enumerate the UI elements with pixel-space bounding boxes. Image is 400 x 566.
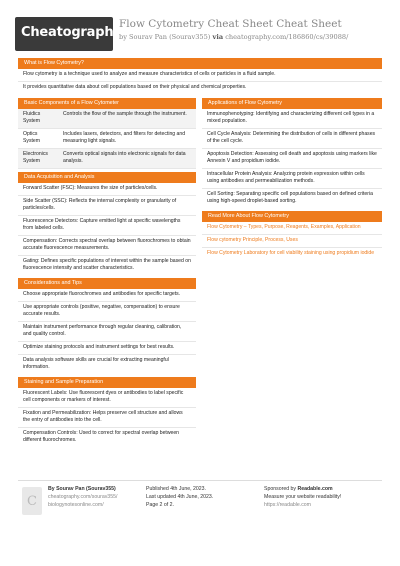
cheatography-logo[interactable] bbox=[15, 17, 122, 51]
list-item: Fixation and Permeabilization: Helps preserve cell structure and allows the entry of antibodies into the cell. bbox=[18, 408, 196, 428]
badge-letter: C bbox=[27, 494, 37, 509]
component-description: Includes lasers, detectors, and filters for detecting and measuring light signals. bbox=[58, 129, 196, 149]
section-heading: Applications of Flow Cytometry bbox=[202, 98, 382, 109]
footer-published: Published 4th June, 2023. bbox=[146, 486, 206, 492]
footer-page: Page 2 of 2. bbox=[146, 502, 174, 508]
left-column bbox=[18, 98, 196, 447]
intro-paragraph: It provides quantitative data about cell populations based on their physical and chemical properties. bbox=[23, 84, 247, 90]
section-applications bbox=[202, 98, 382, 208]
right-column bbox=[202, 98, 382, 260]
section-heading: Data Acquisition and Analysis bbox=[18, 172, 196, 183]
section-data-acquisition bbox=[18, 172, 196, 275]
list-item: Cell Sorting: Separating specific cell populations based on defined criteria using high-speed droplet-based sorting. bbox=[207, 191, 373, 204]
list-item: Side Scatter (SSC): Reflects the internal complexity or granularity of particles/cells. bbox=[18, 196, 196, 216]
read-more-link[interactable]: Flow Cytometry Laboratory for cell viability staining using propidium iodide bbox=[207, 250, 375, 256]
list-item: Use appropriate controls (positive, negative, compensation) to ensure accurate results. bbox=[18, 302, 196, 322]
footer-dates bbox=[146, 485, 213, 509]
byline-author[interactable]: by Sourav Pan (Sourav355) bbox=[119, 33, 211, 41]
sponsor-name[interactable]: Readable.com bbox=[297, 486, 333, 492]
section-heading: What is Flow Cytometry? bbox=[18, 58, 382, 69]
list-item: Optimize staining protocols and instrument settings for best results. bbox=[18, 342, 196, 355]
list-item: Intracellular Protein Analysis: Analyzing protein expression within cells using antibodies and permeabilization methods. bbox=[202, 169, 382, 189]
list-item: Cell Cycle Analysis: Determining the distribution of cells in different phases of the cell cycle. bbox=[202, 129, 382, 149]
author-badge bbox=[22, 487, 42, 515]
component-name: Optics System bbox=[18, 129, 58, 149]
section-basic-components bbox=[18, 98, 196, 169]
list-item: Immunophenotyping: Identifying and characterizing different cell types in a mixed population. bbox=[202, 109, 382, 129]
byline bbox=[119, 33, 348, 41]
list-item: Fluorescent Labels: Use fluorescent dyes or antibodies to label specific cell components or markers of interest. bbox=[18, 388, 196, 408]
intro-paragraph: Flow cytometry is a technique used to analyze and measure characteristics of cells or particles in a fluid sample. bbox=[18, 69, 382, 82]
component-description: Controls the flow of the sample through the instrument. bbox=[58, 109, 196, 129]
footer-author: By Sourav Pan (Sourav355) bbox=[48, 486, 116, 492]
table-row bbox=[18, 109, 196, 129]
section-heading: Basic Components of a Flow Cytometer bbox=[18, 98, 196, 109]
components-table bbox=[18, 109, 196, 169]
page-title: Flow Cytometry Cheat Sheet Cheat Sheet bbox=[119, 18, 342, 30]
footer-author-info bbox=[48, 485, 117, 509]
read-more-link[interactable]: Flow Cytometry – Types, Purpose, Reagents, Examples, Application bbox=[202, 222, 382, 235]
footer-author-site[interactable]: biologynotesonline.com/ bbox=[48, 502, 104, 508]
footer-updated: Last updated 4th June, 2023. bbox=[146, 494, 214, 500]
sponsor-tagline: Measure your website readability! bbox=[264, 494, 342, 500]
section-considerations bbox=[18, 278, 196, 374]
component-name: Fluidics System bbox=[18, 109, 58, 129]
section-heading: Read More About Flow Cytometry bbox=[202, 211, 382, 222]
list-item: Maintain instrument performance through regular cleaning, calibration, and quality control. bbox=[18, 322, 196, 342]
list-item: Fluorescence Detectors: Capture emitted light at specific wavelengths from labeled cells. bbox=[18, 216, 196, 236]
list-item: Data analysis software skills are crucial for extracting meaningful information. bbox=[23, 357, 169, 370]
sponsor-prefix: Sponsored by bbox=[264, 486, 298, 492]
component-name: Electronics System bbox=[18, 149, 58, 169]
list-item: Compensation Controls: Used to correct for spectral overlap between different fluorochromes. bbox=[23, 430, 180, 443]
page-header bbox=[15, 17, 385, 51]
sponsor-url[interactable]: https://readable.com bbox=[264, 502, 312, 508]
list-item: Gating: Defines specific populations of interest within the sample based on fluorescence intensity and scatter characteristics. bbox=[23, 258, 191, 271]
footer-sponsor bbox=[264, 485, 341, 509]
section-heading: Considerations and Tips bbox=[18, 278, 196, 289]
byline-url[interactable]: cheatography.com/186860/cs/39088/ bbox=[225, 33, 349, 41]
table-row bbox=[18, 149, 196, 169]
page-footer bbox=[18, 480, 382, 520]
list-item: Choose appropriate fluorochromes and antibodies for specific targets. bbox=[18, 289, 196, 302]
list-item: Compensation: Corrects spectral overlap between fluorochromes to obtain accurate fluorescence measurements. bbox=[18, 236, 196, 256]
byline-via: via bbox=[212, 33, 224, 41]
list-item: Apoptosis Detection: Assessing cell death and apoptosis using markers like Annexin V and propidium iodide. bbox=[202, 149, 382, 169]
section-read-more bbox=[202, 211, 382, 260]
section-what-is-flow-cytometry bbox=[18, 58, 382, 94]
read-more-link[interactable]: Flow cytometry Principle, Process, Uses bbox=[202, 235, 382, 248]
footer-author-link[interactable]: cheatography.com/sourav355/ bbox=[48, 494, 118, 500]
logo-text: Cheatography bbox=[21, 25, 122, 40]
section-staining bbox=[18, 377, 196, 447]
section-heading: Staining and Sample Preparation bbox=[18, 377, 196, 388]
list-item: Forward Scatter (FSC): Measures the size of particles/cells. bbox=[18, 183, 196, 196]
component-description: Converts optical signals into electronic signals for data analysis. bbox=[58, 149, 196, 169]
table-row bbox=[18, 129, 196, 149]
